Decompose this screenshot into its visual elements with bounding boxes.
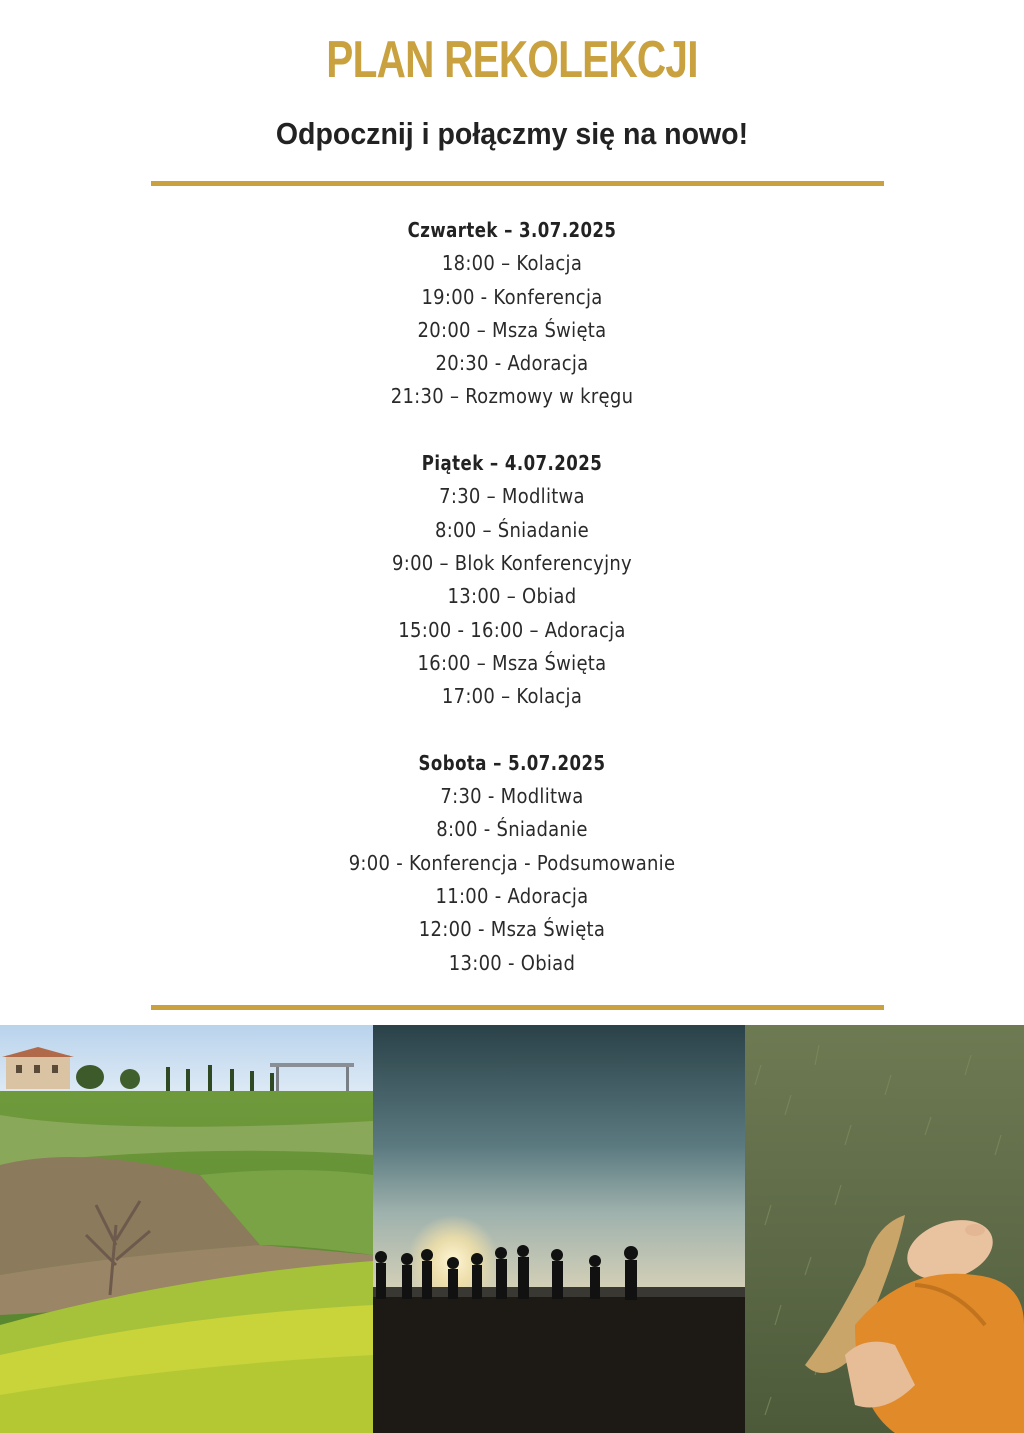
schedule-entry: 16:00 – Msza Święta	[417, 650, 607, 675]
day-heading: Piątek – 4.07.2025	[421, 451, 603, 476]
schedule-entry: 20:30 - Adoracja	[435, 351, 589, 376]
schedule-entry: 8:00 - Śniadanie	[436, 817, 588, 842]
top-divider	[151, 181, 884, 186]
page-subtitle: Odpocznij i połączmy się na nowo!	[275, 116, 749, 151]
schedule-entry: 19:00 - Konferencja	[421, 284, 603, 309]
photo-strip	[0, 1025, 1024, 1433]
schedule-entry: 9:00 – Blok Konferencyjny	[392, 550, 632, 575]
schedule-entry: 21:30 – Rozmowy w kręgu	[390, 384, 634, 409]
schedule-entry: 20:00 – Msza Święta	[417, 317, 607, 342]
schedule-entry: 9:00 - Konferencja - Podsumowanie	[348, 850, 676, 875]
day-friday	[0, 447, 1024, 713]
woman-on-grass-photo	[745, 1025, 1024, 1433]
day-thursday	[0, 214, 1024, 414]
sunset-photo	[373, 1025, 745, 1433]
page-title: PLAN REKOLEKCJI	[326, 31, 698, 89]
landscape-photo	[0, 1025, 373, 1433]
schedule-entry: 17:00 – Kolacja	[441, 684, 583, 709]
schedule-entry: 13:00 – Obiad	[447, 584, 577, 609]
schedule-entry: 18:00 – Kolacja	[441, 251, 583, 276]
schedule-entry: 13:00 - Obiad	[448, 950, 576, 975]
schedule-entry: 12:00 - Msza Święta	[418, 917, 606, 942]
schedule-entry: 8:00 – Śniadanie	[434, 517, 589, 542]
schedule-entry: 7:30 - Modlitwa	[440, 784, 584, 809]
schedule-entry: 15:00 - 16:00 – Adoracja	[398, 617, 626, 642]
day-heading: Sobota – 5.07.2025	[418, 750, 606, 775]
schedule-entry: 7:30 – Modlitwa	[439, 484, 585, 509]
bottom-divider	[151, 1005, 884, 1010]
schedule	[0, 214, 1024, 1013]
day-heading: Czwartek – 3.07.2025	[407, 218, 617, 242]
schedule-entry: 11:00 - Adoracja	[435, 883, 589, 908]
day-saturday	[0, 747, 1024, 980]
